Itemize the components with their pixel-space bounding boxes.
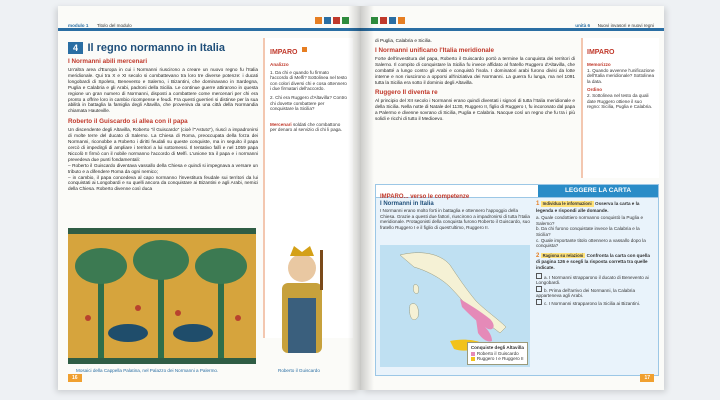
heading-unificano: I Normanni unificano l'Italia meridionale — [375, 46, 495, 54]
tasks-panel — [536, 201, 654, 307]
checkbox-c[interactable] — [536, 299, 542, 305]
right-column — [375, 38, 575, 122]
imparo-sidebar-right — [581, 38, 659, 178]
header-rule-right — [361, 28, 664, 31]
italy-map — [380, 245, 530, 367]
box-info — [380, 201, 530, 230]
task-1-c: c. Quale importante titolo ottennero a vassallo dopo la conquista? — [536, 237, 646, 249]
task-1-label: Individua le informazioni — [542, 201, 592, 206]
caption-roberto: Roberto il Guiscardo — [278, 368, 320, 373]
checkbox-b[interactable] — [536, 286, 542, 292]
checkbox-a[interactable] — [536, 273, 542, 279]
imparo-icon — [302, 47, 307, 52]
page-number-right: 17 — [640, 374, 654, 382]
question-memorizzo: 1. Quando avvenne l'unificazione dell'Italia meridionale? Sottolinea la data. — [587, 67, 655, 84]
imparo-title-right: IMPARO — [587, 49, 615, 56]
heading-guiscardo: Roberto il Guiscardo si allea con il papa — [68, 118, 188, 126]
section-heading — [68, 38, 253, 56]
imparo-title: IMPARO — [270, 49, 298, 56]
task-2-label: Ragiona su relazioni — [542, 252, 584, 258]
legend-label-roberto: Roberto il Guiscardo — [476, 350, 519, 356]
imparo-sub-ordino: Ordino — [587, 87, 603, 93]
option-a[interactable] — [536, 273, 654, 286]
heading-re: Ruggero II diventa re — [375, 89, 438, 97]
paragraph-3: – Roberto il Guiscardo diventava vassallo della Chiesa e quindi si impegnava a versare un tributo e a difendere Roma da ogni nemico; — [68, 162, 258, 174]
page-number-left: 16 — [68, 374, 82, 382]
paragraph-5: Forte dell'investitura del papa, Roberto il Guiscardo portò a termine la conquista dei territori di Salerno. Il compito di conquistare la Sicilia fu invece affidato al fratello Ruggero d'Altavilla, che combatté a lungo contro gli Arabi e conquistò l'isola. I dominatori arabi furono divisi da lotte interne e non riuscirono a opporsi all'iniziativa dei Normanni. La guerra fu lunga, ma nel 1091 tutta la Sicilia era sotto il dominio degli Altavilla. — [375, 55, 575, 85]
map-legend — [467, 342, 528, 365]
paragraph-top: di Puglia, Calabria e Sicilia. — [375, 38, 432, 43]
paragraph-6: Al principio del XII secolo i Normanni erano quindi diventati i signori di tutta l'Italia meridionale e della Sicilia. Nella notte di Natale del 1130, Ruggero II, figlio di Ruggero I, fu incoronato dal papa a Palermo e divenne sovrano di Sicilia, Puglia e Calabria. Nacque così un regno che fu tra i più solidi e ricchi di tutto il Medioevo. — [375, 98, 575, 122]
task-2: 2 Ragiona su relazioni Confronta la carta con quella di pagina 126 e scegli la risposta corretta tra quelle indicate. — [536, 252, 650, 270]
task-1-text: Osserva la carta e la legenda e rispondi alle domande. — [536, 201, 640, 213]
box-title: I Normanni in Italia — [380, 201, 434, 207]
legend-title: Conquiste degli Altavilla — [470, 345, 524, 351]
question-1: 1. Da chi e quando fu firmato l'accordo di Melfi? Sottolinea nel testo con colori diversi chi e cosa ottennero i due firmatari dell'accordo. — [270, 69, 347, 92]
option-c[interactable] — [536, 299, 654, 307]
option-a-text: a. I Normanni strapparono il ducato di Benevento ai Longobardi. — [536, 274, 649, 286]
option-b-text: b. Prima dell'arrivo dei Normanni, la Calabria apparteneva agli Arabi. — [536, 287, 636, 299]
mosaic-illustration — [68, 228, 256, 364]
left-page — [58, 6, 361, 390]
competenze-header — [376, 185, 658, 198]
left-header — [68, 14, 351, 26]
task-1: 1 Individua le informazioni Osserva la carta e la legenda e rispondi alle domande. — [536, 201, 640, 213]
glossary-definition: soldati che combattono per denaro al servizio di chi li paga. — [270, 121, 343, 133]
competenze-banner: IMPARO... verso le competenze — [380, 194, 470, 200]
header-rule — [58, 28, 361, 31]
roberto-figure — [270, 238, 340, 358]
glossary-term: Mercenari — [270, 121, 292, 127]
option-b[interactable] — [536, 286, 654, 299]
left-column — [68, 58, 258, 192]
unit-title: Nuovi invasori e nuovi regni — [597, 23, 654, 28]
module-label: modulo 1 — [68, 23, 89, 28]
legend-item-ruggero — [471, 356, 524, 362]
leggere-la-carta: LEGGERE LA CARTA — [538, 185, 658, 197]
unit-label: unità 6 — [575, 23, 591, 28]
paragraph-1: Un'altra area d'Europa in cui i Normanni riuscirono a creare un nuovo regno fu l'Italia meridionale. Qui tra X e XI secolo si combattevano tra loro tre diverse potenze: i ducati longobardi di Spoleto, Benevento e Salerno, i Bizantini, che dominavano in Sardegna, Puglia e Calabria e gli Arabi, padroni della Sicilia. Le continue guerre attirarono in questa regione un gran numero di Normanni, disposti a combattere come mercenari per chi era pronto a offrire loro in cambio ricompense e feudi. Fra questi guerrieri si distinse per la sua abilità in battaglia la famiglia degli Altavilla, che proveniva da una città della Normandia chiamata Hauteville. — [68, 67, 258, 114]
question-2: 2. Chi era Ruggero d'Altavilla? Contro chi dovette combattere per conquistare la Sicilia? — [270, 94, 347, 112]
task-1-a: a. Quale condottiero normanno conquistò la Puglia e Salerno? — [536, 215, 644, 226]
legend-label-ruggero: Ruggero I e Ruggero II — [476, 356, 524, 362]
mosaic-image — [68, 228, 256, 364]
task-1-b: b. Da chi furono conquistate invece la Calabria e la Sicilia? — [536, 226, 640, 237]
competenze-block — [375, 184, 659, 376]
option-c-text: c. I Normanni strapparono la Sicilia ai Bizantini. — [544, 300, 641, 306]
heading-mercenari: I Normanni abili mercenari — [68, 58, 148, 65]
question-ordino: 2. Sottolinea nel testo da quali date Ruggero ottiene il suo regno: Sicilia, Puglia e Calabria. — [587, 92, 653, 110]
imparo-sub-memorizzo: Memorizzo — [587, 62, 611, 67]
paragraph-4: – in cambio, il papa concedeva al capo normanno l'investitura feudale sui territori da lui conquistati ai Longobardi e su quelli ancora da conquistare ai Bizantini e agli Arabi, nemici della Chiesa. Roberto divenne così duca — [68, 174, 258, 192]
right-page — [361, 6, 664, 390]
roberto-image — [270, 238, 340, 358]
imparo-sub-analizzo: Analizzo — [270, 62, 289, 67]
glossary-entry — [270, 122, 348, 133]
paragraph-2: Un discendente degli Altavilla, Roberto "il Guiscardo" (cioè l'"Astuto"), riuscì a impadronirsi di molte terre del ducato di Salerno. La Chiesa di Roma, preoccupata della forza dei Normanni, riconobbe a Roberto i diritti feudali su queste conquiste, ma in seguito il papa cercò di impedirgli di ampliare i territori a lui sottomessi. Il tentativo fallì e nel 1059 papa Niccolò II firmò con il nobile normanno l'accordo di Melfi. L'unione tra il papa e i normanni prevedeva due punti fondamentali: — [68, 127, 258, 162]
module-title: Titolo del modulo — [96, 23, 132, 28]
section-number: 4 — [68, 42, 83, 54]
task-2-text: Confronta la carta con quella di pagina 126 e scegli la risposta corretta tra quelle indicate. — [536, 252, 650, 270]
right-header — [371, 14, 654, 26]
caption-mosaic: Mosaici della Cappella Palatina, nel Palazzo dei Normanni a Palermo. — [76, 368, 219, 373]
box-text: I Normanni erano molto forti in battaglia e ottennero l'appoggio della Chiesa. Grazie a questi due fattori, riuscirono a impadronirsi di tutta l'Italia meridionale. Protagonisti della conquista furono Roberto il Guiscardo, suo fratello Ruggero I e il figlio di quest'ultimo, Ruggero II. — [380, 208, 530, 230]
section-title: Il regno normanno in Italia — [87, 42, 225, 54]
